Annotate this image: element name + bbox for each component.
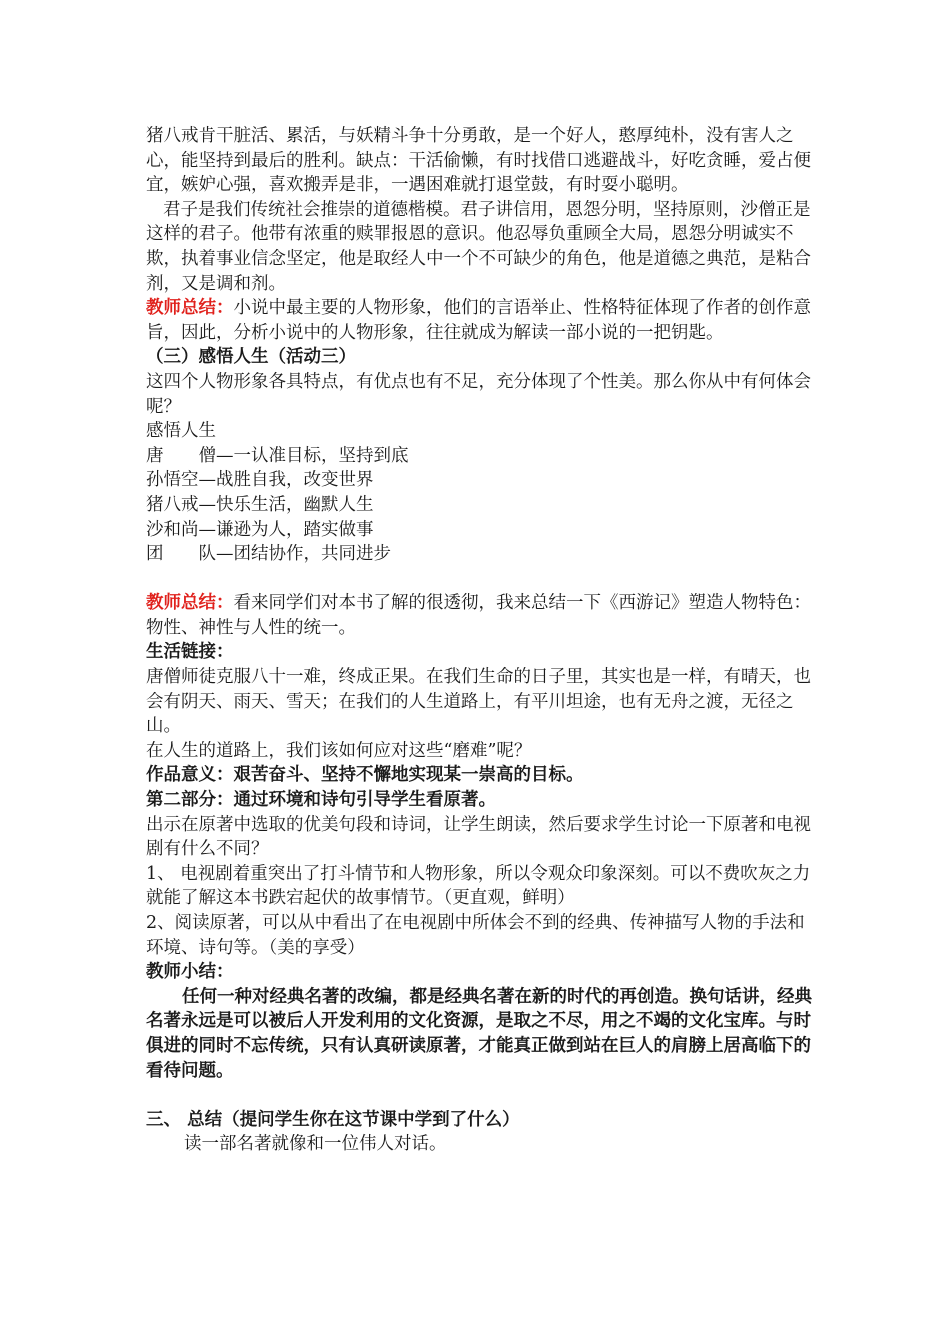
teacher-small-summary-heading: 教师小结： xyxy=(146,962,234,983)
list-item: 沙和尚—谦逊为人，踏实做事 xyxy=(146,519,374,540)
numbered-item-1: 1、 电视剧着重突出了打斗情节和人物形象，所以令观众印象深刻。可以不费吹灰之力就能了解这本书跌宕起伏的故事情节。（更直观，鲜明） xyxy=(146,863,811,909)
blank-line xyxy=(146,1083,816,1108)
list-item: 猪八戒—快乐生活，幽默人生 xyxy=(146,494,374,515)
blank-line xyxy=(146,567,816,592)
teacher-summary-text: 小说中最主要的人物形象，他们的言语举止、性格特征体现了作者的创作意旨，因此，分析小说中的人物形象，往往就成为解读一部小说的一把钥匙。 xyxy=(146,298,811,343)
document-page xyxy=(146,124,816,1157)
teacher-summary-2 xyxy=(146,591,816,640)
list-item: 唐 僧—一认准目标，坚持到底 xyxy=(146,445,409,466)
paragraph-compare-instruction: 出示在原著中选取的优美句段和诗词，让学生朗读，然后要求学生讨论一下原著和电视剧有什么不同？ xyxy=(146,814,811,860)
section-three-heading: 三、 总结（提问学生你在这节课中学到了什么） xyxy=(146,1109,520,1130)
life-link-heading: 生活链接： xyxy=(146,642,234,663)
paragraph-four-characters: 这四个人物形象各具特点，有优点也有不足，充分体现了个性美。那么你从中有何体会呢？ xyxy=(146,371,811,417)
part-two-heading: 第二部分：通过环境和诗句引导学生看原著。 xyxy=(146,790,496,811)
teacher-summary-label: 教师总结： xyxy=(146,298,234,319)
paragraph-zhubajie: 猪八戒肯干脏活、累活，与妖精斗争十分勇敢，是一个好人，憨厚纯朴，没有害人之心，能坚持到最后的胜利。缺点：干活偷懒，有时找借口逃避战斗，好吃贪睡，爱占便宜，嫉妒心强，喜欢搬弄是非，一遇困难就打退堂鼓，有时耍小聪明。 xyxy=(146,126,811,196)
paragraph-hardship-question: 在人生的道路上，我们该如何应对这些“磨难”呢？ xyxy=(146,740,532,761)
paragraph-tang-seng-journey: 唐僧师徒克服八十一难，终成正果。在我们生命的日子里，其实也是一样，有晴天，也会有阴天、雨天、雪天；在我们的人生道路上，有平川坦途，也有无舟之渡，无径之山。 xyxy=(146,667,811,737)
teacher-summary-text: 看来同学们对本书了解的很透彻，我来总结一下《西游记》塑造人物特色：物性、神性与人性的统一。 xyxy=(146,593,811,638)
paragraph-adaptation-summary: 任何一种对经典名著的改编，都是经典名著在新的时代的再创造。换句话讲，经典名著永远是可以被后人开发利用的文化资源，是取之不尽，用之不竭的文化宝库。与时俱进的同时不忘传统，只有认真研读原著，才能真正做到站在巨人的肩膀上居高临下的看待问题。 xyxy=(146,986,812,1081)
list-title: 感悟人生 xyxy=(146,421,216,442)
work-meaning: 作品意义：艰苦奋斗、坚持不懈地实现某一崇高的目标。 xyxy=(146,765,584,786)
teacher-summary-1 xyxy=(146,296,816,345)
paragraph-shaseng: 君子是我们传统社会推崇的道德楷模。君子讲信用，恩怨分明，坚持原则，沙僧正是这样的君子。他带有浓重的赎罪报恩的意识。他忍辱负重顾全大局，恩怨分明诚实不欺，执着事业信念坚定，他是取经人中一个不可缺少的角色，他是道德之典范，是粘合剂，又是调和剂。 xyxy=(146,199,811,294)
heading-activity-three: （三）感悟人生（活动三） xyxy=(146,347,356,368)
list-item: 团 队—团结协作，共同进步 xyxy=(146,544,391,565)
teacher-summary-label: 教师总结： xyxy=(146,593,234,614)
paragraph-closing: 读一部名著就像和一位伟人对话。 xyxy=(184,1134,447,1155)
numbered-item-2: 2、阅读原著，可以从中看出了在电视剧中所体会不到的经典、传神描写人物的手法和环境、诗句等。（美的享受） xyxy=(146,913,805,958)
list-item: 孙悟空—战胜自我，改变世界 xyxy=(146,470,374,491)
